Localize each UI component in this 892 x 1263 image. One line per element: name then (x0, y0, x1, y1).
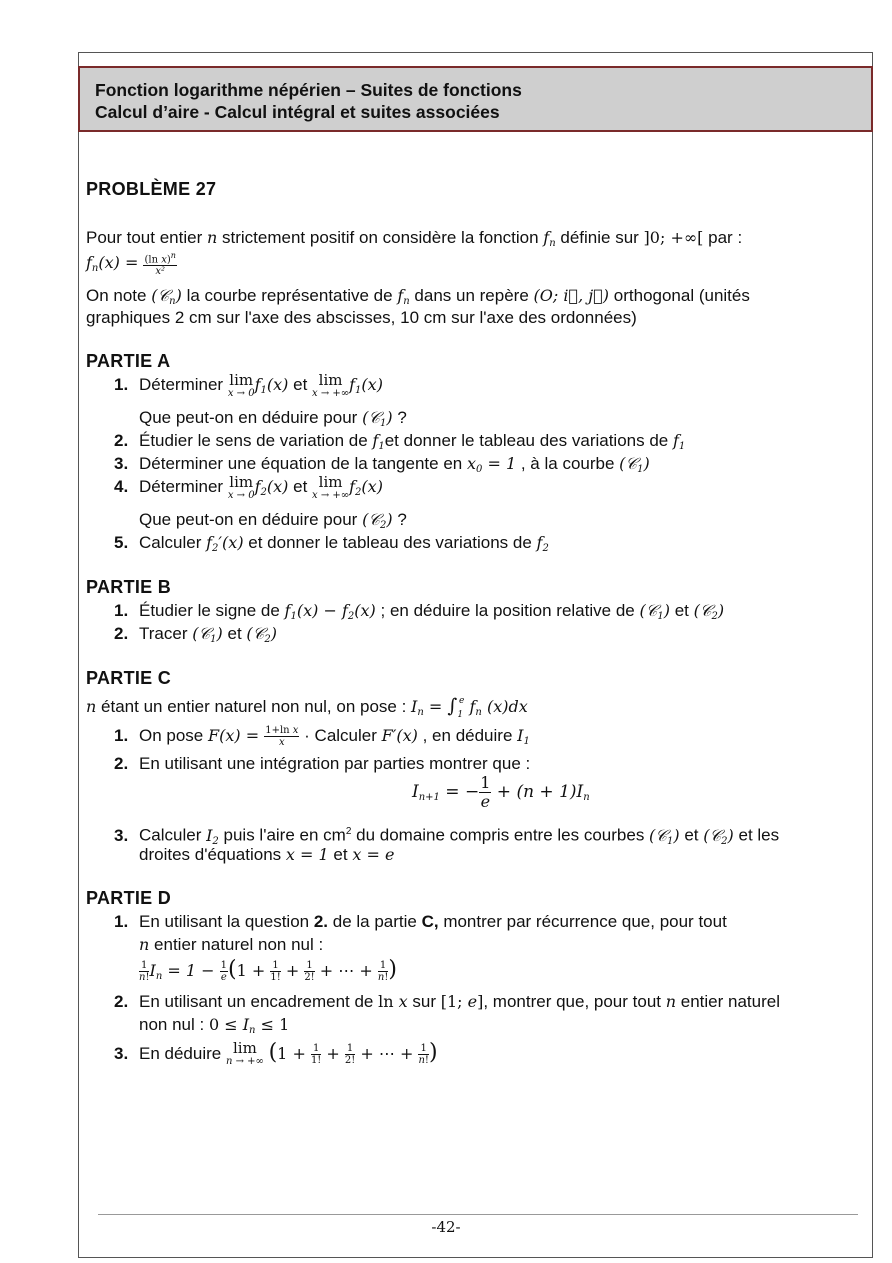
math: n (206, 228, 218, 247)
math: [1; e] (440, 992, 484, 1011)
question-number: 3. (114, 1044, 129, 1063)
math: n (665, 992, 677, 1011)
text: , à la courbe (516, 454, 620, 473)
text: ; en déduire la position relative de (375, 601, 640, 620)
math: + ⋯ + (355, 1044, 419, 1063)
page-number: -42- (431, 1218, 461, 1236)
text: En utilisant une intégration par parties montrer que : (139, 754, 531, 773)
math: n (139, 935, 150, 954)
math: x = 1 (285, 845, 329, 864)
math: $0 \le I_n \le 1$ (208, 1015, 290, 1036)
intro-line-1 (86, 226, 742, 255)
math: ln x (378, 992, 408, 1011)
text: orthogonal (unités (609, 286, 750, 305)
superscript: 2 (345, 826, 352, 837)
math: + ⋯ + (314, 961, 378, 980)
text: et donner le tableau des variations de (243, 533, 537, 552)
fraction: $\frac{1}{2!}$ (344, 1043, 356, 1067)
part-d-question-3 (114, 1041, 438, 1069)
text: par : (703, 228, 743, 247)
text: et (670, 601, 694, 620)
intro-line-2-formula (86, 250, 177, 280)
intro-line-4: graphiques 2 cm sur l'axe des abscisses, 10 cm sur l'axe des ordonnées) (86, 308, 637, 327)
math: $f_1(x)$ (254, 375, 289, 396)
math: + $(n + 1)I_n$ (491, 781, 590, 803)
math: ( (227, 957, 237, 982)
fraction: $\frac{\text{1+ln x}}{x}$ (265, 725, 299, 749)
text: Calculer (139, 533, 207, 552)
text: et (328, 845, 353, 864)
text: la courbe représentative de (181, 286, 398, 305)
question-number: 2. (114, 431, 129, 450)
text: Déterminer (139, 477, 228, 496)
limit: lim x → +∞ (312, 473, 350, 501)
math: $f_1$ (372, 431, 385, 452)
part-d-question-1-formula (139, 958, 397, 988)
chapter-header (78, 66, 873, 132)
problem-title: PROBLÈME 27 (86, 179, 217, 199)
math: n (86, 697, 97, 716)
text: Pour tout entier (86, 228, 207, 247)
part-a-question-1b: Que peut-on en déduire pour (𝒞$_1$) ? (139, 408, 407, 429)
part-a-question-4 (114, 475, 383, 504)
text: Calculer (139, 825, 207, 845)
text: En utilisant la question (139, 912, 314, 931)
fraction: $\frac{1}{n!}$ (377, 960, 389, 984)
question-number: 4. (114, 477, 129, 496)
math: $I_1$ (517, 726, 530, 747)
math: 1 + (277, 1044, 311, 1063)
math: F′(x) (381, 726, 418, 745)
limit: lim x → 0 (227, 371, 255, 399)
part-a-question-4b: Que peut-on en déduire pour (𝒞$_2$) ? (139, 510, 407, 531)
limit: lim x → 0 (227, 473, 255, 501)
part-a-title: PARTIE A (86, 351, 171, 371)
math: (𝒞$_1$) (362, 408, 393, 429)
text: sur (407, 992, 441, 1011)
math: 1 + (236, 961, 271, 980)
text: et (288, 375, 313, 394)
text: définie sur (555, 228, 644, 247)
question-number: 2. (114, 992, 129, 1011)
text: du domaine compris entre les courbes (351, 825, 650, 845)
math: $f_1$ (672, 431, 686, 452)
math: $f_n(x)$ = (86, 253, 144, 275)
math: (𝒞$_1$) (192, 624, 223, 645)
text: et (679, 825, 704, 845)
question-number: 3. (114, 454, 129, 473)
part-c-title: PARTIE C (86, 668, 172, 688)
text: Étudier le signe de (139, 601, 285, 620)
text: et donner le tableau des variations de (384, 431, 673, 450)
math: (𝒞$_n$) (151, 286, 182, 307)
text: Que peut-on en déduire pour (139, 510, 363, 529)
math: (𝒞$_1$) (619, 454, 650, 475)
text: entier naturel (676, 992, 780, 1011)
math: $f_1(x) - f_2(x)$ (284, 601, 376, 622)
math: $f_2$ (536, 533, 549, 554)
text: Que peut-on en déduire pour (139, 408, 363, 427)
text: Déterminer (139, 375, 228, 394)
fraction: $\frac{1}{e}$ (220, 960, 227, 984)
math: (O; i⃗, j⃗) (533, 286, 610, 305)
text: entier naturel non nul : (149, 935, 324, 954)
part-d-title: PARTIE D (86, 888, 172, 908)
question-number: 1. (114, 601, 129, 620)
text: 2. (313, 912, 329, 931)
math: $I_n = \int_1^e$ $f_n$ (x)dx (411, 695, 528, 720)
math: (𝒞$_2$) (246, 624, 277, 645)
text: strictement positif on considère la fonction (217, 228, 544, 247)
math: $f_n$ (543, 228, 556, 249)
part-c-question-1 (114, 724, 530, 753)
text: Tracer (139, 624, 193, 643)
fraction: $\frac{1}{n!}$ (139, 960, 150, 984)
question-number: 2. (114, 754, 129, 773)
fraction: $\frac{1}{1!}$ (270, 960, 281, 984)
math: (𝒞$_1$) (639, 601, 670, 622)
part-c-intro (86, 690, 528, 727)
text: On pose (139, 726, 208, 745)
math: ) (388, 957, 397, 982)
math: + (280, 961, 305, 980)
text: C, (421, 912, 439, 931)
limit: lim n → +∞ (225, 1039, 264, 1067)
part-b-title: PARTIE B (86, 577, 172, 597)
question-number: 1. (114, 726, 129, 745)
text: En utilisant un encadrement de (139, 992, 379, 1011)
part-d-question-1b (139, 933, 323, 956)
question-number: 3. (114, 825, 129, 845)
fraction: $\frac{1}{e}$ (480, 773, 491, 811)
text: Étudier le sens de variation de (139, 431, 373, 450)
part-d-question-2b (139, 1013, 289, 1042)
question-number: 1. (114, 912, 129, 931)
question-number: 5. (114, 533, 129, 552)
footer-divider (98, 1214, 858, 1215)
math: $f_n$ (397, 286, 410, 307)
math: (𝒞$_2$) (693, 601, 725, 622)
part-c-question-3b (139, 843, 394, 866)
math: $I_n = 1$ − (149, 961, 220, 982)
fraction: $\frac{(\ln x)^n}{\text{x²}}$ (144, 251, 176, 278)
math: $f_2'(x)$ (206, 533, 244, 554)
text: étant un entier naturel non nul, on pose : (96, 697, 412, 716)
part-c-question-2 (114, 752, 530, 775)
math: (𝒞$_2$) (362, 510, 393, 531)
text: On note (86, 286, 152, 305)
math: ) (428, 1040, 438, 1065)
limit: lim x → +∞ (312, 371, 350, 399)
math: (𝒞$_2$) (703, 825, 734, 847)
math: $f_2(x)$ (254, 477, 289, 498)
math: $I_{n+1}$ = − (412, 781, 480, 803)
text: , en déduire (417, 726, 518, 745)
math: ( (268, 1040, 278, 1065)
question-number: 1. (114, 375, 129, 394)
part-a-question-1 (114, 373, 383, 402)
header-line-2: Calcul d’aire - Calcul intégral et suites associées (95, 102, 500, 122)
part-a-question-5 (114, 531, 549, 560)
math: $f_2(x)$ (349, 477, 383, 498)
text: droites d'équations (139, 845, 286, 864)
question-number: 2. (114, 624, 129, 643)
fraction: $\frac{1}{n!}$ (418, 1043, 429, 1067)
math: $f_1(x)$ (349, 375, 383, 396)
fraction: $\frac{1}{1!}$ (310, 1043, 322, 1067)
text: montrer par récurrence que, pour tout (438, 912, 727, 931)
text: Déterminer une équation de la tangente en (139, 454, 467, 473)
part-d-question-1 (114, 910, 727, 933)
text: et (222, 624, 247, 643)
text: · Calculer (304, 726, 382, 745)
part-d-question-2 (114, 990, 780, 1013)
text: de la partie (328, 912, 422, 931)
text: En déduire (139, 1044, 226, 1063)
text: , montrer que, pour tout (483, 992, 666, 1011)
math: ]0; +∞[ (643, 228, 704, 247)
math: x = e (352, 845, 395, 864)
part-b-question-2 (114, 622, 277, 651)
part-c-recurrence-formula (412, 774, 590, 811)
math: $x_0 = 1$ (466, 454, 517, 475)
text: et (288, 477, 313, 496)
text: puis l'aire en cm (218, 825, 346, 845)
math: F(x) = (208, 726, 265, 745)
header-line-1: Fonction logarithme népérien – Suites de fonctions (95, 80, 522, 100)
math: (𝒞$_1$) (649, 825, 680, 847)
math: $I_2$ (206, 825, 219, 847)
fraction: $\frac{1}{2!}$ (304, 960, 315, 984)
text: et les (733, 825, 780, 845)
math: + (321, 1044, 345, 1063)
text: non nul : (139, 1015, 209, 1034)
text: dans un repère (409, 286, 534, 305)
